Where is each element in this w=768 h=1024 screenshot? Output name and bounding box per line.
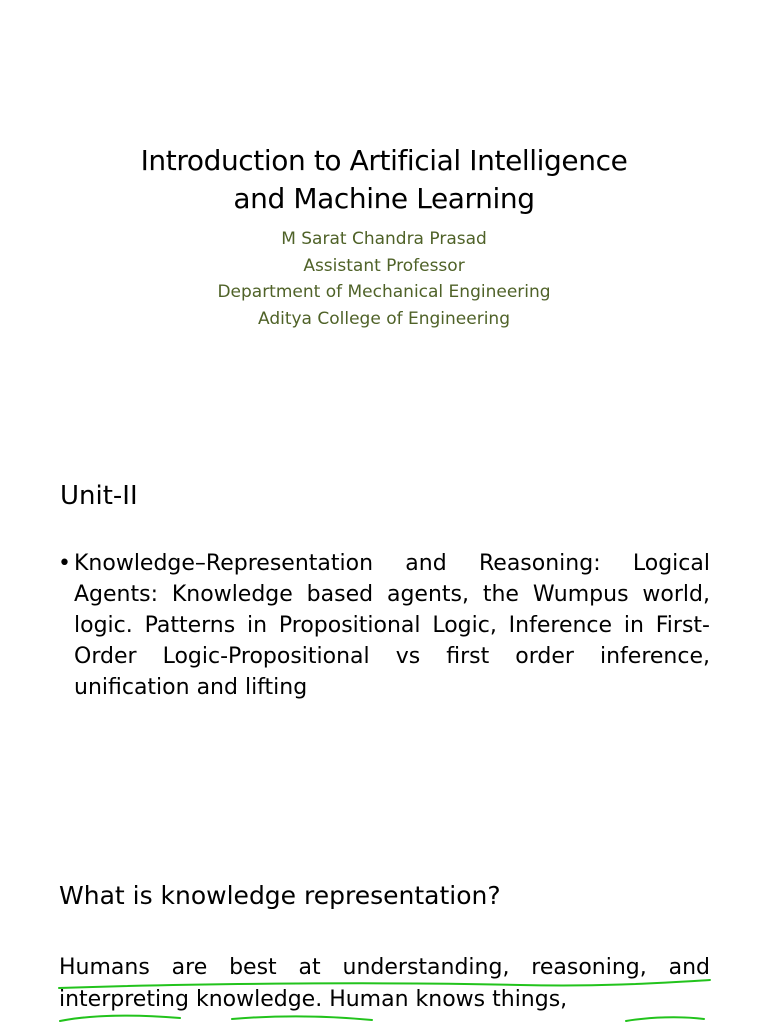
underline-interpreting (60, 1016, 180, 1021)
syllabus-bullet (58, 548, 710, 703)
title-line-2: and Machine Learning (233, 182, 535, 215)
bullet-marker: • (58, 551, 71, 576)
author-name: M Sarat Chandra Prasad (281, 229, 487, 249)
syllabus-text: Knowledge–Representation and Reasoning: Logical Agents: Knowledge based agents, the Wumpus world, logic. Patterns in Propositional Logic, Inference in First-Order Logic-Propositional vs first order inference, unification and lifting (74, 551, 710, 700)
author-department: Department of Mechanical Engineering (217, 282, 551, 302)
body-paragraph: Humans are best at understanding, reasoning, and interpreting knowledge. Human knows things, (59, 955, 710, 1012)
slide-title (40, 142, 728, 218)
knowledge-slide (0, 790, 768, 1024)
author-info (40, 226, 728, 332)
unit-heading: Unit-II (60, 481, 138, 511)
underline-things (626, 1017, 704, 1021)
syllabus-slide (0, 430, 768, 780)
title-slide (0, 0, 768, 420)
author-position: Assistant Professor (303, 255, 465, 276)
author-college: Aditya College of Engineering (257, 308, 510, 329)
underline-knowledge (232, 1016, 372, 1020)
section-heading: What is knowledge representation? (59, 881, 501, 910)
title-line-1: Introduction to Artificial Intelligence (140, 144, 628, 177)
